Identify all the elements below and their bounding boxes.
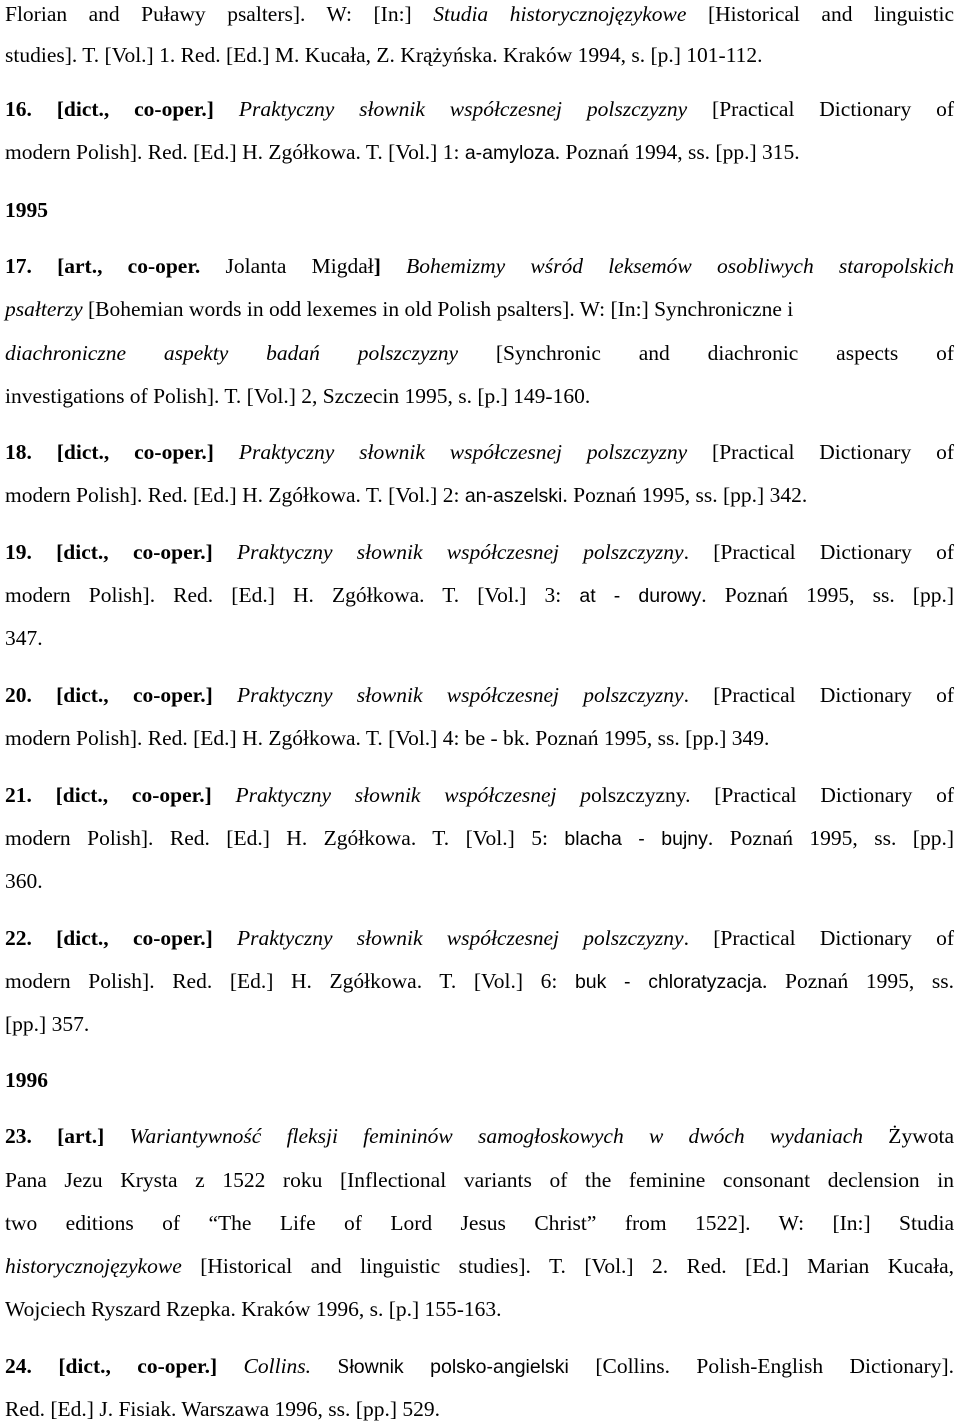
- text-run: 1996: [5, 1068, 48, 1092]
- text-run: . [Practical Dictionary of: [683, 926, 954, 950]
- text-run: modern Polish]. Red. [Ed.] H. Zgółkowa. T. [Vol.] 2:: [5, 483, 465, 507]
- text-run: 16. [dict., co-oper.]: [5, 97, 214, 121]
- text-run: 1995: [5, 198, 48, 222]
- text-run: Pana Jezu Krysta z 1522 roku [Inflectional variants of the feminine consonant declension in: [5, 1168, 954, 1192]
- text-run: Praktyczny słownik współczesnej p: [211, 783, 592, 807]
- text-line: [5, 1166, 954, 1194]
- text-run: ]: [373, 254, 381, 278]
- text-run: 21. [dict., co-oper.]: [5, 783, 212, 807]
- text-run: [Historical and linguistic: [686, 2, 954, 26]
- text-run: Praktyczny słownik współczesnej polszczyzny: [213, 440, 688, 464]
- text-run: Praktyczny słownik współczesnej polszczyzny: [212, 540, 684, 564]
- text-run: 360.: [5, 869, 43, 893]
- text-run: [Historical and linguistic studies]. T. [Vol.] 2. Red. [Ed.] Marian Kucała,: [181, 1254, 954, 1278]
- text-run: S: [311, 1354, 350, 1378]
- text-run: [Practical Dictionary of: [687, 97, 954, 121]
- text-run: . Poznań 1995, ss. [pp.]: [701, 583, 954, 607]
- text-run: diachroniczne aspekty badań polszczyzny: [5, 341, 459, 365]
- text-run: 23. [art.]: [5, 1124, 105, 1148]
- text-run: a-amyloza: [464, 142, 555, 164]
- text-run: 22. [dict., co-oper.]: [5, 926, 213, 950]
- text-line: [5, 41, 954, 69]
- text-run: [pp.] 357.: [5, 1012, 90, 1036]
- text-run: 17. [art., co-oper.: [5, 254, 201, 278]
- text-run: Red. [Ed.] J. Fisiak. Warszawa 1996, ss. [pp.] 529.: [5, 1397, 440, 1421]
- text-run: [Practical Dictionary of: [687, 440, 954, 464]
- text-line: [5, 0, 954, 28]
- text-run: 347.: [5, 626, 43, 650]
- text-line: [5, 1122, 954, 1150]
- text-line: [5, 1252, 954, 1280]
- text-line: [5, 624, 954, 652]
- text-line: [5, 681, 954, 709]
- text-run: . Poznań 1995, ss. [pp.] 342.: [562, 483, 808, 507]
- text-line: [5, 438, 954, 466]
- text-run: Wojciech Ryszard Rzepka. Kraków 1996, s. [p.] 155-163.: [5, 1297, 502, 1321]
- text-run: . [Practical Dictionary of: [683, 683, 954, 707]
- text-run: at - durowy: [579, 585, 702, 607]
- text-line: [5, 538, 954, 566]
- text-line: [5, 824, 954, 852]
- text-line: [5, 1295, 954, 1323]
- text-run: . [Practical Dictionary of: [683, 540, 954, 564]
- text-line: [5, 1209, 954, 1237]
- text-run: studies]. T. [Vol.] 1. Red. [Ed.] M. Kucała, Z. Krążyńska. Kraków 1994, s. [p.] 101-112.: [5, 43, 763, 67]
- text-run: historycznojęzykowe: [5, 1254, 182, 1278]
- text-line: [5, 1352, 954, 1380]
- text-run: [Collins. Polish-English Dictionary].: [568, 1354, 954, 1378]
- text-line: [5, 252, 954, 280]
- text-line: [5, 1395, 954, 1423]
- text-line: [5, 1066, 954, 1094]
- text-line: [5, 924, 954, 952]
- text-run: Żywota: [863, 1124, 954, 1148]
- text-run: Jolanta Migdał: [200, 254, 374, 278]
- text-run: olszczyzny. [Practical Dictionary of: [591, 783, 954, 807]
- text-run: modern Polish]. Red. [Ed.] H. Zgółkowa. T. [Vol.] 1:: [5, 140, 465, 164]
- text-line: [5, 382, 954, 410]
- text-run: [Bohemian words in odd lexemes in old Polish psalters]. W: [In:] Synchroniczne i: [82, 297, 794, 321]
- text-run: Studia historycznojęzykowe: [433, 2, 687, 26]
- text-line: [5, 95, 954, 123]
- text-line: [5, 295, 954, 323]
- text-line: [5, 1010, 954, 1038]
- text-run: modern Polish]. Red. [Ed.] H. Zgółkowa. T. [Vol.] 6:: [5, 969, 575, 993]
- text-run: łownik polsko-angielski: [349, 1356, 569, 1378]
- text-run: . Poznań 1995, ss.: [762, 969, 954, 993]
- text-run: buk - chloratyzacja: [574, 971, 762, 993]
- text-run: Wariantywność fleksji femininów samogłoskowych w dwóch wydaniach: [104, 1124, 864, 1148]
- text-line: [5, 581, 954, 609]
- text-run: Praktyczny słownik współczesnej polszczyzny: [212, 683, 684, 707]
- text-run: modern Polish]. Red. [Ed.] H. Zgółkowa. T. [Vol.] 4: be - bk. Poznań 1995, ss. [pp.] 349.: [5, 726, 770, 750]
- text-line: [5, 781, 954, 809]
- text-line: [5, 724, 954, 752]
- text-run: . Poznań 1994, ss. [pp.] 315.: [554, 140, 800, 164]
- text-run: an-aszelski: [464, 485, 563, 507]
- text-run: 24. [dict., co-oper.]: [5, 1354, 218, 1378]
- text-run: 20. [dict., co-oper.]: [5, 683, 213, 707]
- text-run: [Synchronic and diachronic aspects of: [458, 341, 954, 365]
- text-run: two editions of “The Life of Lord Jesus Christ” from 1522]. W: [In:] Studia: [5, 1211, 954, 1235]
- text-run: Praktyczny słownik współczesnej polszczyzny: [212, 926, 684, 950]
- text-run: modern Polish]. Red. [Ed.] H. Zgółkowa. T. [Vol.] 5:: [5, 826, 565, 850]
- text-run: investigations of Polish]. T. [Vol.] 2, Szczecin 1995, s. [p.] 149-160.: [5, 384, 591, 408]
- text-run: Florian and Puławy psalters]. W: [In:]: [5, 2, 434, 26]
- text-run: psałterzy: [5, 297, 83, 321]
- text-line: [5, 138, 954, 166]
- text-run: Bohemizmy wśród leksemów osobliwych staropolskich: [380, 254, 954, 278]
- text-run: 18. [dict., co-oper.]: [5, 440, 214, 464]
- text-line: [5, 867, 954, 895]
- text-line: [5, 339, 954, 367]
- text-run: blacha - bujny: [564, 828, 708, 850]
- text-run: modern Polish]. Red. [Ed.] H. Zgółkowa. T. [Vol.] 3:: [5, 583, 580, 607]
- text-line: [5, 481, 954, 509]
- text-run: . Poznań 1995, ss. [pp.]: [707, 826, 954, 850]
- text-run: Praktyczny słownik współczesnej polszczyzny: [213, 97, 688, 121]
- text-run: 19. [dict., co-oper.]: [5, 540, 213, 564]
- text-run: Collins.: [217, 1354, 312, 1378]
- text-line: [5, 967, 954, 995]
- text-line: [5, 196, 954, 224]
